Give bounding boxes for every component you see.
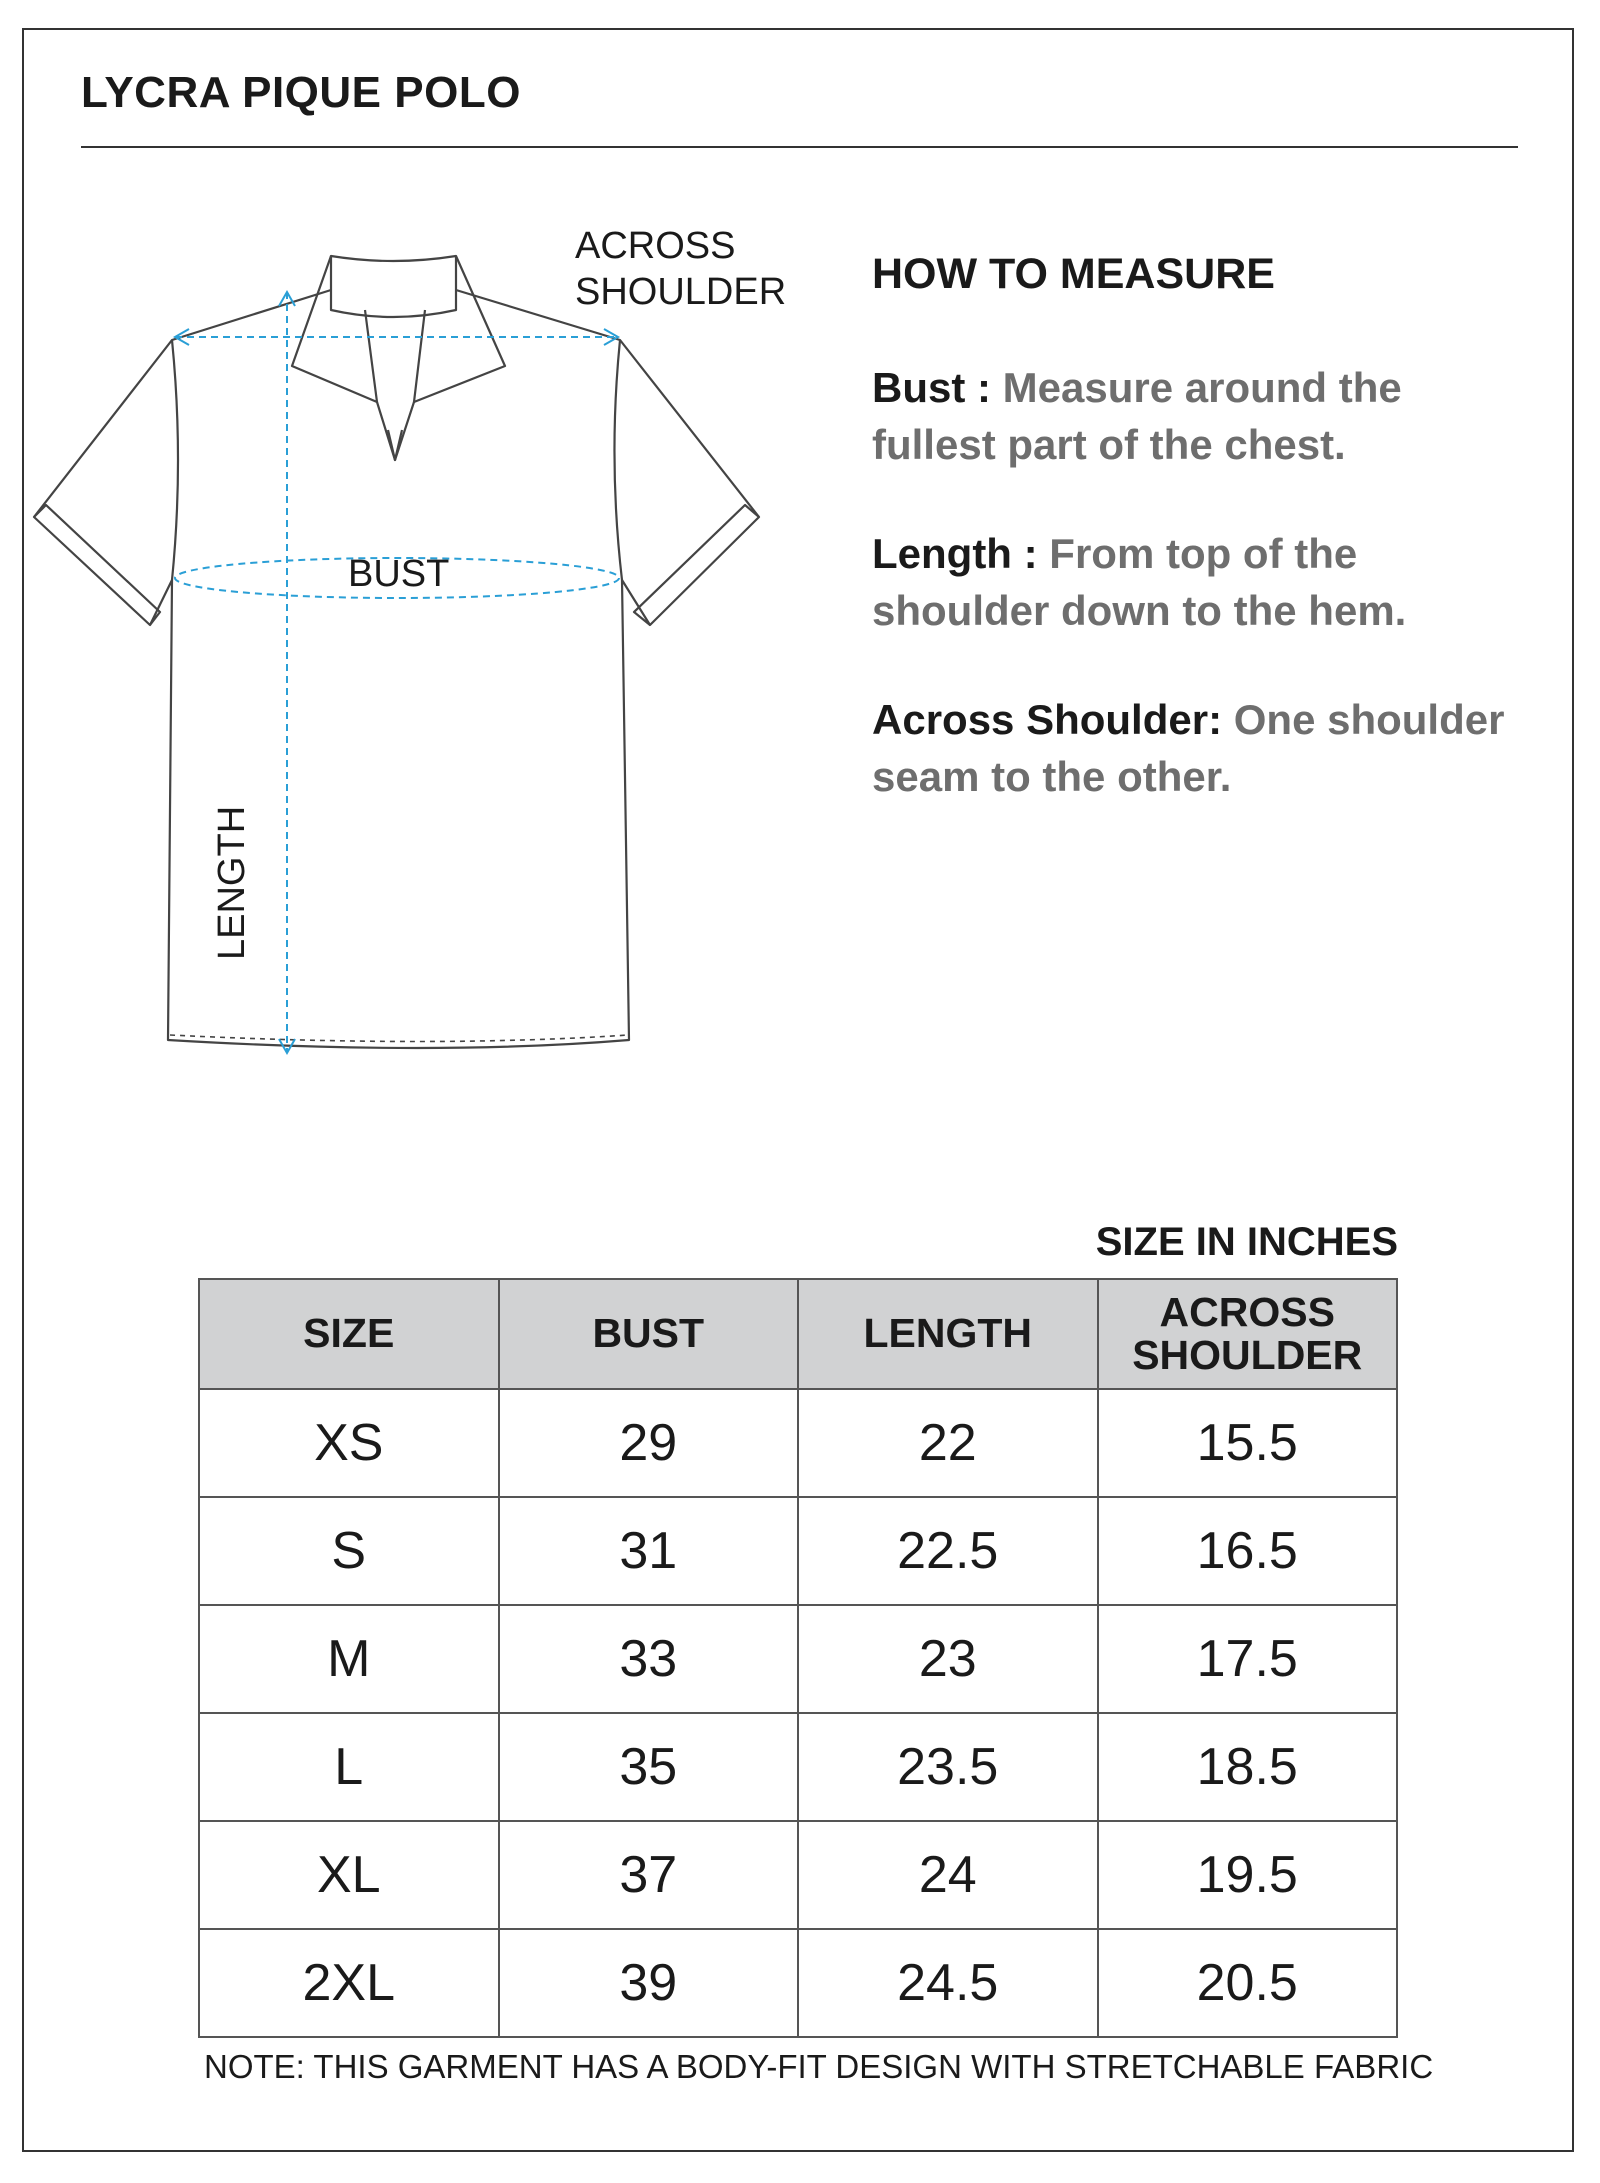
cell-length: 24 <box>798 1821 1098 1929</box>
table-row <box>199 1713 1397 1821</box>
hem-stitch <box>170 1035 628 1042</box>
measure-item-bust: Bust : Measure around the fullest part of the chest. <box>872 364 1402 468</box>
left-sleeve-cuff <box>34 505 160 625</box>
cell-across-shoulder: 15.5 <box>1098 1389 1398 1497</box>
table-row <box>199 1389 1397 1497</box>
bust-label: BUST <box>348 553 450 595</box>
cell-size: L <box>199 1713 499 1821</box>
size-chart-table <box>198 1278 1398 2038</box>
garment-note: NOTE: THIS GARMENT HAS A BODY-FIT DESIGN WITH STRETCHABLE FABRIC <box>204 2048 1434 2085</box>
cell-length: 23.5 <box>798 1713 1098 1821</box>
size-unit-label: SIZE IN INCHES <box>1095 1220 1398 1264</box>
measure-item-text: One shoulder seam to the other. <box>872 696 1505 800</box>
left-sleeve-seam <box>172 340 178 580</box>
header-size: SIZE <box>199 1279 499 1389</box>
cell-bust: 33 <box>499 1605 799 1713</box>
table-header-row <box>199 1279 1397 1389</box>
measure-item-text: From top of the shoulder down to the hem. <box>872 530 1407 634</box>
cell-length: 24.5 <box>798 1929 1098 2037</box>
cell-size: XS <box>199 1389 499 1497</box>
how-to-measure-section <box>872 250 1532 805</box>
cell-across-shoulder: 18.5 <box>1098 1713 1398 1821</box>
table-row <box>199 1605 1397 1713</box>
cell-size: 2XL <box>199 1929 499 2037</box>
cell-size: S <box>199 1497 499 1605</box>
cell-length: 22 <box>798 1389 1098 1497</box>
header-bust: BUST <box>499 1279 799 1389</box>
page-title: LYCRA PIQUE POLO <box>81 68 521 117</box>
measure-item-text: Measure around the fullest part of the chest. <box>872 364 1402 468</box>
collar-right <box>414 256 505 402</box>
cell-length: 22.5 <box>798 1497 1098 1605</box>
cell-across-shoulder: 19.5 <box>1098 1821 1398 1929</box>
table-row <box>199 1821 1397 1929</box>
measure-item-key: Length <box>872 530 1012 577</box>
cell-across-shoulder: 16.5 <box>1098 1497 1398 1605</box>
shirt-body-outline <box>34 290 759 1048</box>
table-row <box>199 1929 1397 2037</box>
cell-size: M <box>199 1605 499 1713</box>
cell-bust: 39 <box>499 1929 799 2037</box>
cell-across-shoulder: 17.5 <box>1098 1605 1398 1713</box>
header-length: LENGTH <box>798 1279 1098 1389</box>
placket <box>377 402 414 460</box>
right-sleeve-cuff <box>634 505 759 625</box>
cell-across-shoulder: 20.5 <box>1098 1929 1398 2037</box>
table-row <box>199 1497 1397 1605</box>
right-sleeve-seam <box>614 340 622 580</box>
cell-bust: 37 <box>499 1821 799 1929</box>
length-label: LENGTH <box>211 805 253 960</box>
cell-length: 23 <box>798 1605 1098 1713</box>
cell-bust: 31 <box>499 1497 799 1605</box>
across-shoulder-label: ACROSS SHOULDER <box>575 225 787 313</box>
measure-item-key: Across Shoulder <box>872 696 1209 743</box>
measure-item-key: Bust <box>872 364 966 411</box>
collar-left <box>292 256 377 402</box>
collar-back <box>331 256 456 317</box>
measure-item-across-shoulder: Across Shoulder: One shoulder seam to the other. <box>872 696 1505 800</box>
cell-size: XL <box>199 1821 499 1929</box>
how-to-measure-heading: HOW TO MEASURE <box>872 250 1275 298</box>
cell-bust: 35 <box>499 1713 799 1821</box>
cell-bust: 29 <box>499 1389 799 1497</box>
measure-item-length: Length : From top of the shoulder down to the hem. <box>872 530 1407 634</box>
header-across-shoulder: ACROSS SHOULDER <box>1098 1279 1398 1389</box>
